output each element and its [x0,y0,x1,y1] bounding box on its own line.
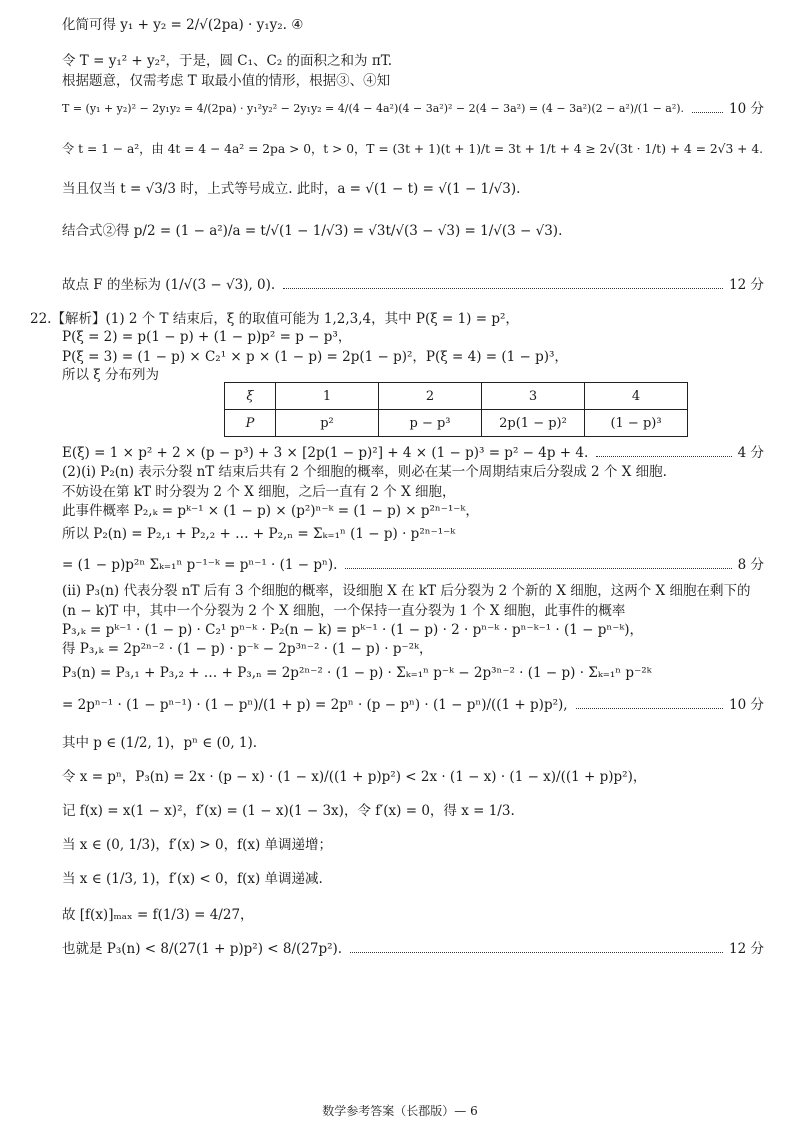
dot-leader [596,456,731,457]
line-text: 令 x = pⁿ，P₃(n) = 2x · (p − x) · (1 − x)/((1 + p)p²) < 2x · (1 − x) · (1 − x)/((1 + p)p²)， [62,769,647,785]
table-cell: 2p(1 − p)² [482,410,585,437]
text-line [62,348,764,366]
text-line [62,664,764,682]
line-text: 此事件概率 P₂,ₖ = pᵏ⁻¹ × (1 − p) × (p²)ⁿ⁻ᵏ = (1 − p) × p²ⁿ⁻¹⁻ᵏ， [62,503,479,519]
line-text: P(ξ = 3) = (1 − p) × C₂¹ × p × (1 − p) = 2p(1 − p)²，P(ξ = 4) = (1 − p)³， [62,349,568,365]
line-text: (n − k)T 中，其中一个分裂为 2 个 X 细胞，一个保持一直分裂为 1 个 X 细胞，此事件的概率 [62,603,626,619]
text-line [62,222,764,240]
text-line [62,16,764,34]
distribution-table [224,382,688,437]
line-text: (ii) P₃(n) 代表分裂 nT 后有 3 个细胞的概率，设细胞 X 在 kT 后分裂为 2 个新的 X 细胞，这两个 X 细胞在剩下的 [62,583,751,599]
text-line [62,463,764,481]
text-line [62,582,764,600]
text-line [62,802,764,820]
line-text: 也就是 P₃(n) < 8/(27(1 + p)p²) < 8/(27p²). [62,941,343,957]
table-cell: p² [276,410,379,437]
score-label: 8 分 [737,557,764,573]
score-label: 10 分 [729,697,764,713]
line-text: T = (y₁ + y₂)² − 2y₁y₂ = 4/(2pa) · y₁²y₂² − 2y₁y₂ = 4/(4 − 4a²)(4 − 3a²)² − 2(4 − 3a²) = (4 − 3a²)(2 − a²)/(1 − a²). [62,102,685,115]
table-cell: 1 [276,383,379,410]
text-line [62,52,764,70]
table-row [225,410,688,437]
line-text: P₃(n) = P₃,₁ + P₃,₂ + … + P₃,ₙ = 2p²ⁿ⁻² · (1 − p) · Σₖ₌₁ⁿ p⁻ᵏ − 2p³ⁿ⁻² · (1 − p) · Σₖ₌₁ⁿ p⁻²ᵏ [62,665,652,681]
line-text: = 2pⁿ⁻¹ · (1 − pⁿ⁻¹) · (1 − pⁿ)/(1 + p) = 2pⁿ · (p − pⁿ) · (1 − pⁿ)/((1 + p)p²), [62,697,568,713]
score-label: 10 分 [729,101,764,117]
line-text: 其中 p ∈ (1/2, 1)，pⁿ ∈ (0, 1). [62,735,258,751]
table-cell: p − p³ [379,410,482,437]
line-text: 所以 ξ 分布列为 [62,367,160,383]
line-text: 得 P₃,ₖ = 2p²ⁿ⁻² · (1 − p) · p⁻ᵏ − 2p³ⁿ⁻² · (1 − p) · p⁻²ᵏ， [62,641,433,657]
page-footer: 数学参考答案（长郡版）— 6 [322,1104,478,1118]
text-line [62,483,764,501]
text-line [62,140,764,158]
table-cell: 2 [379,383,482,410]
line-text: P(ξ = 2) = p(1 − p) + (1 − p)p² = p − p³， [62,329,352,345]
text-line [62,72,764,90]
text-line [62,940,764,958]
text-line [62,525,764,543]
text-line [62,100,764,118]
score-label: 12 分 [729,277,764,293]
text-line [62,906,764,924]
score-label: 12 分 [729,941,764,957]
text-line [62,276,764,294]
text-line [62,502,764,520]
dot-leader [345,568,731,569]
table-cell: (1 − p)³ [585,410,688,437]
line-text: 所以 P₂(n) = P₂,₁ + P₂,₂ + … + P₂,ₙ = Σₖ₌₁ⁿ (1 − p) · p²ⁿ⁻¹⁻ᵏ [62,526,456,542]
text-line [62,328,764,346]
table-cell: P [225,410,276,437]
text-line [62,734,764,752]
text-line [30,310,764,328]
dot-leader [283,288,723,289]
line-text: 不妨设在第 kT 时分裂为 2 个 X 细胞，之后一直有 2 个 X 细胞， [62,484,456,500]
line-text: 令 t = 1 − a²，由 4t = 4 − 4a² = 2pa > 0，t > 0，T = (3t + 1)(t + 1)/t = 3t + 1/t + 4 ≥ 2√(3t · 1/t) + 4 = 2√3 + 4. [62,142,764,156]
text-line [62,180,764,198]
text-line [62,768,764,786]
text-line [62,444,764,462]
line-text: 22.【解析】(1) 2 个 T 结束后，ξ 的取值可能为 1,2,3,4，其中 P(ξ = 1) = p²， [30,311,519,327]
text-line [62,870,764,888]
line-text: 结合式②得 p/2 = (1 − a²)/a = t/√(1 − 1/√3) = √3t/√(3 − √3) = 1/√(3 − √3). [62,223,563,239]
dot-leader [576,708,723,709]
score-label: 4 分 [737,445,764,461]
text-line [62,621,764,639]
line-text: 当 x ∈ (0, 1/3)，f′(x) > 0，f(x) 单调递增； [62,837,333,853]
line-text: 当 x ∈ (1/3, 1)，f′(x) < 0，f(x) 单调递减. [62,871,323,887]
line-text: 化简可得 y₁ + y₂ = 2/√(2pa) · y₁y₂. ④ [62,17,304,33]
line-text: = (1 − p)p²ⁿ Σₖ₌₁ⁿ p⁻¹⁻ᵏ = pⁿ⁻¹ · (1 − pⁿ). [62,557,338,573]
dot-leader [692,112,723,113]
text-line [62,602,764,620]
text-line [62,836,764,854]
line-text: 当且仅当 t = √3/3 时，上式等号成立. 此时，a = √(1 − t) = √(1 − 1/√3). [62,181,521,197]
table-header-row [225,383,688,410]
line-text: P₃,ₖ = pᵏ⁻¹ · (1 − p) · C₂¹ pⁿ⁻ᵏ · P₂(n − k) = pᵏ⁻¹ · (1 − p) · 2 · pⁿ⁻ᵏ · pⁿ⁻ᵏ⁻¹ · (1 − pⁿ⁻ᵏ)， [62,622,644,638]
table-cell: 3 [482,383,585,410]
line-text: 故 [f(x)]ₘₐₓ = f(1/3) = 4/27， [62,907,254,923]
line-text: 根据题意，仅需考虑 T 取最小值的情形，根据③、④知 [62,73,391,89]
line-text: 令 T = y₁² + y₂²，于是，圆 C₁、C₂ 的面积之和为 πT. [62,53,393,69]
line-text: (2)(i) P₂(n) 表示分裂 nT 结束后共有 2 个细胞的概率，则必在某一个周期结束后分裂成 2 个 X 细胞. [62,464,667,480]
text-line [62,640,764,658]
line-text: 记 f(x) = x(1 − x)²，f′(x) = (1 − x)(1 − 3x)，令 f′(x) = 0，得 x = 1/3. [62,803,515,819]
dot-leader [350,952,723,953]
table-cell: ξ [225,383,276,410]
table-cell: 4 [585,383,688,410]
text-line [62,696,764,714]
text-line [62,556,764,574]
line-text: E(ξ) = 1 × p² + 2 × (p − p³) + 3 × [2p(1 − p)²] + 4 × (1 − p)³ = p² − 4p + 4. [62,445,589,461]
line-text: 故点 F 的坐标为 (1/√(3 − √3), 0). [62,277,276,293]
